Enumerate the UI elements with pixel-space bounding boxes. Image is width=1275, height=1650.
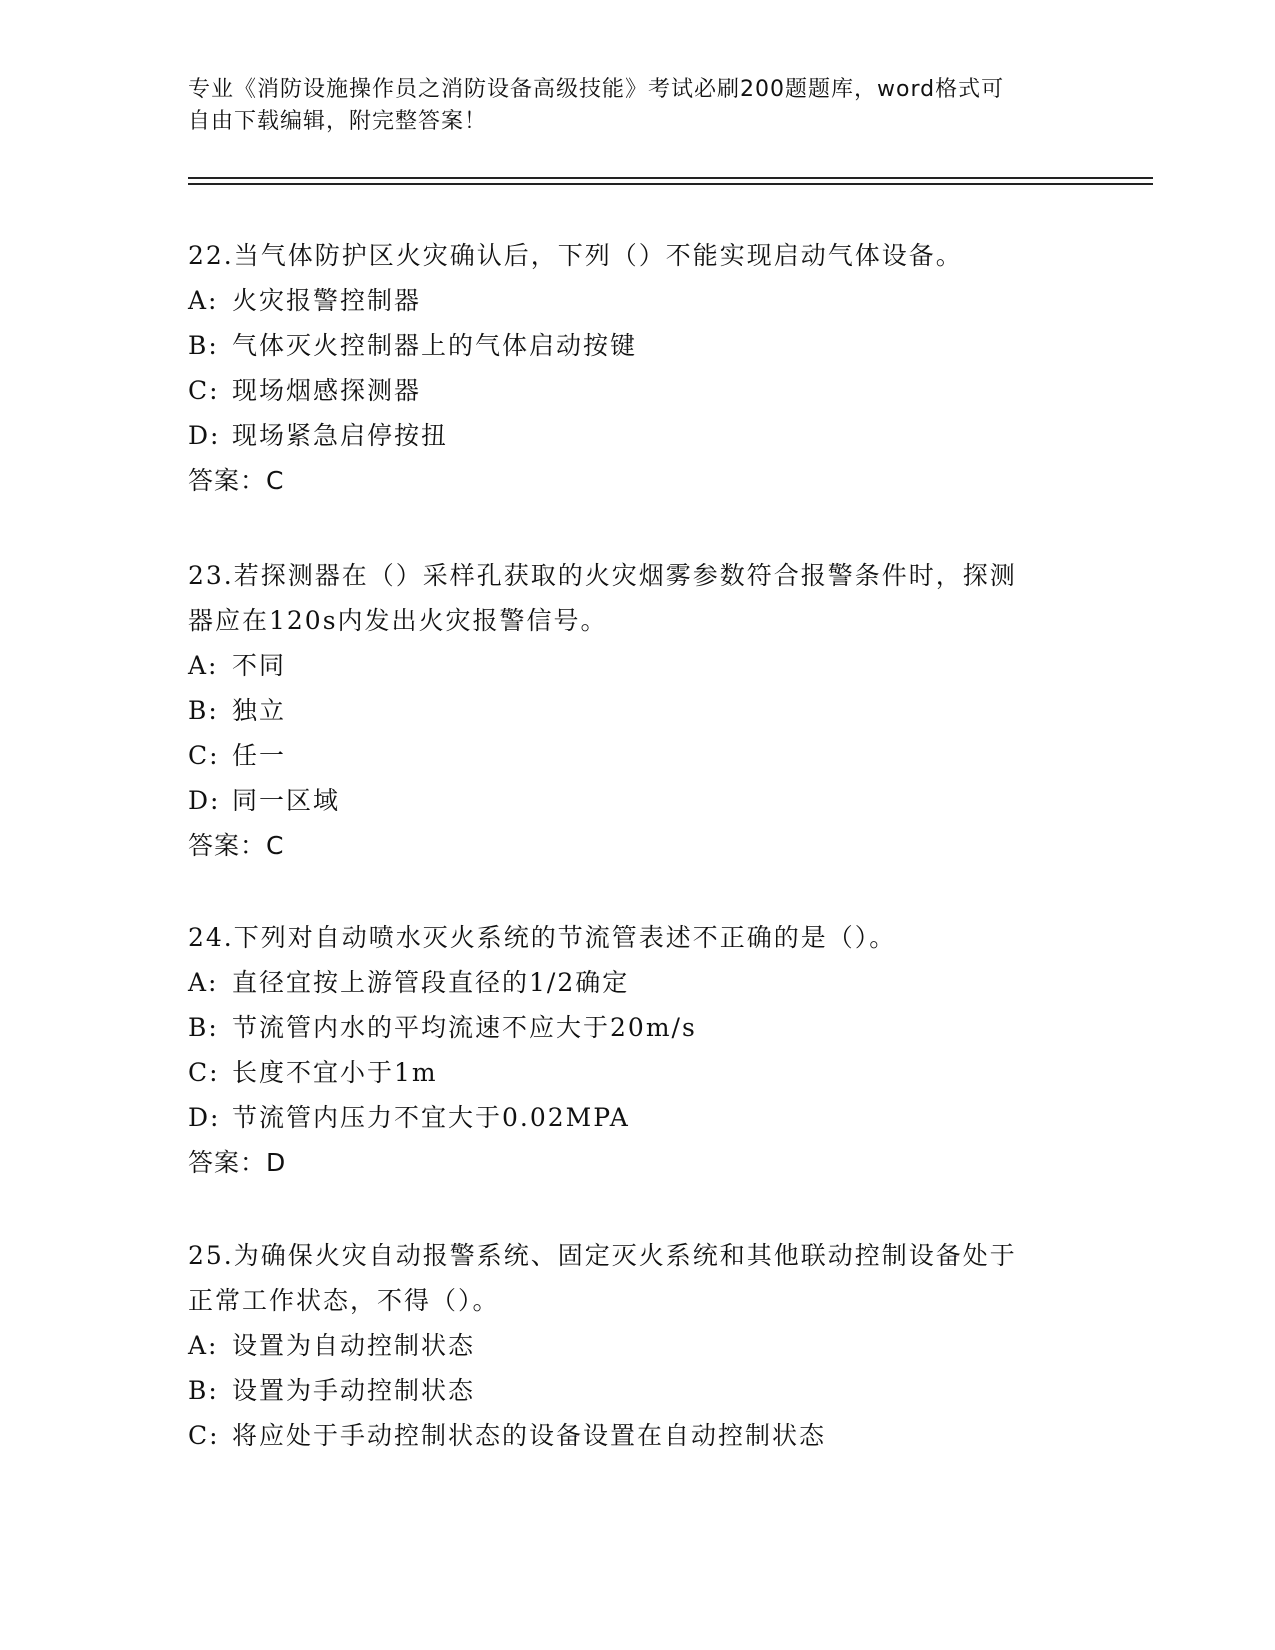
option-c [188, 368, 1088, 413]
option-key: A: [188, 968, 219, 997]
header-line-1: 专业《消防设施操作员之消防设备高级技能》考试必刷200题题库，word格式可 [188, 77, 1005, 102]
option-key: B: [188, 696, 219, 725]
option-text: 气体灭火控制器上的气体启动按键 [232, 331, 638, 360]
option-text: 节流管内水的平均流速不应大于20m/s [232, 1013, 697, 1042]
answer-line: 答案：D [188, 1148, 287, 1177]
answer-line: 答案：C [188, 831, 285, 860]
option-key: C: [188, 1421, 220, 1450]
option-a [188, 960, 1088, 1005]
option-text: 任一 [232, 741, 287, 770]
option-key: A: [188, 651, 219, 680]
option-b [188, 323, 1088, 368]
question-22 [188, 233, 1088, 503]
question-24 [188, 915, 1088, 1185]
document-header [188, 74, 1068, 138]
question-stem: 24.下列对自动喷水灭火系统的节流管表述不正确的是（）。 [188, 923, 897, 952]
option-text: 节流管内压力不宜大于0.02MPA [232, 1103, 630, 1132]
option-key: A: [188, 286, 219, 315]
option-text: 独立 [232, 696, 287, 725]
option-c [188, 1413, 1088, 1458]
option-key: C: [188, 741, 220, 770]
header-line-2: 自由下载编辑，附完整答案！ [188, 109, 488, 134]
question-stem-line-2: 正常工作状态，不得（）。 [188, 1286, 500, 1315]
option-key: D: [188, 421, 221, 450]
option-a [188, 643, 1088, 688]
option-a [188, 278, 1088, 323]
option-b [188, 688, 1088, 733]
option-b [188, 1368, 1088, 1413]
option-c [188, 1050, 1088, 1095]
option-key: C: [188, 1058, 220, 1087]
option-text: 长度不宜小于1m [232, 1058, 438, 1087]
option-c [188, 733, 1088, 778]
question-stem: 22.当气体防护区火灾确认后，下列（）不能实现启动气体设备。 [188, 241, 963, 270]
answer-line: 答案：C [188, 466, 285, 495]
option-key: B: [188, 1376, 219, 1405]
option-text: 火灾报警控制器 [232, 286, 422, 315]
question-stem-line-2: 器应在120s内发出火灾报警信号。 [188, 606, 608, 635]
option-key: A: [188, 1331, 219, 1360]
option-d [188, 413, 1088, 458]
option-text: 同一区域 [232, 786, 341, 815]
option-text: 现场烟感探测器 [232, 376, 422, 405]
option-b [188, 1005, 1088, 1050]
option-a [188, 1323, 1088, 1368]
option-d [188, 778, 1088, 823]
option-text: 设置为手动控制状态 [232, 1376, 476, 1405]
option-text: 直径宜按上游管段直径的1/2确定 [232, 968, 630, 997]
option-text: 设置为自动控制状态 [232, 1331, 476, 1360]
header-divider-top [188, 177, 1153, 179]
question-stem-line-1: 25.为确保火灾自动报警系统、固定灭火系统和其他联动控制设备处于 [188, 1241, 1017, 1270]
header-divider-bottom [188, 183, 1153, 185]
question-23 [188, 553, 1088, 868]
option-key: D: [188, 786, 221, 815]
option-key: C: [188, 376, 220, 405]
option-text: 现场紧急启停按扭 [232, 421, 449, 450]
option-d [188, 1095, 1088, 1140]
question-25 [188, 1233, 1088, 1458]
option-key: D: [188, 1103, 221, 1132]
option-key: B: [188, 331, 219, 360]
option-text: 将应处于手动控制状态的设备设置在自动控制状态 [232, 1421, 827, 1450]
question-stem-line-1: 23.若探测器在（）采样孔获取的火灾烟雾参数符合报警条件时，探测 [188, 561, 1017, 590]
option-key: B: [188, 1013, 219, 1042]
option-text: 不同 [232, 651, 287, 680]
